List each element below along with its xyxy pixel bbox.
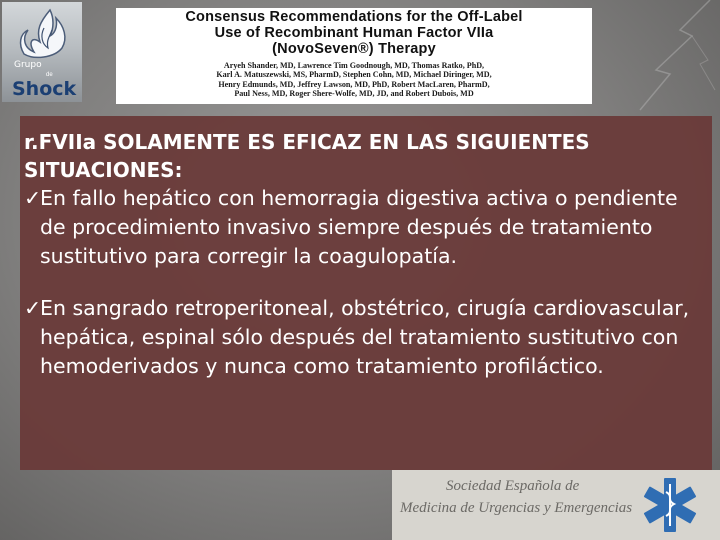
paper-authors xyxy=(116,61,592,99)
check-icon: ✓ xyxy=(24,186,42,210)
author-line: Paul Ness, MD, Roger Shere-Wolfe, MD, JD, and Robert Dubois, MD xyxy=(234,89,474,99)
list-item xyxy=(24,184,704,271)
content-text xyxy=(24,128,704,381)
paper-title-line: Consensus Recommendations for the Off-Label xyxy=(185,9,523,25)
grupo-de-shock-logo xyxy=(2,2,82,102)
paper-header xyxy=(116,8,592,104)
society-line-2: Medicina de Urgencias y Emergencias xyxy=(400,500,633,516)
author-line: Henry Edmunds, MD, Jeffrey Lawson, MD, PhD, Robert MacLaren, PharmD, xyxy=(218,79,490,89)
author-line: Karl A. Matuszewski, MS, PharmD, Stephen Cohn, MD, Michael Diringer, MD, xyxy=(216,70,492,80)
logo-line-3: Shock xyxy=(12,78,77,100)
logo-line-1: Grupo xyxy=(14,60,42,70)
star-of-life-icon xyxy=(640,476,700,534)
paper-title-line: (NovoSeven®) Therapy xyxy=(272,41,436,57)
list-item xyxy=(24,294,704,381)
society-logo xyxy=(392,470,720,540)
logo-line-2: de xyxy=(46,72,53,78)
list-item-text: En sangrado retroperitoneal, obstétrico, cirugía cardiovascular, hepática, espinal sólo después del tratamiento sustitutivo con hemoderivados y nunca como tratamiento profiláctico. xyxy=(40,296,690,378)
list-item-text: En fallo hepático con hemorragia digestiva activa o pendiente de procedimiento invasivo siempre después de tratamiento sustitutivo para corregir la coagulopatía. xyxy=(40,186,678,268)
paper-title-line: Use of Recombinant Human Factor VIIa xyxy=(214,25,494,41)
flame-icon xyxy=(10,8,74,60)
society-line-1: Sociedad Española de xyxy=(446,478,580,494)
paper-title xyxy=(116,9,592,57)
author-line: Aryeh Shander, MD, Lawrence Tim Goodnough, MD, Thomas Ratko, PhD, xyxy=(223,61,485,70)
content-heading: r.FVIIa SOLAMENTE ES EFICAZ EN LAS SIGUIENTES SITUACIONES: xyxy=(24,130,590,182)
check-icon: ✓ xyxy=(24,296,42,320)
